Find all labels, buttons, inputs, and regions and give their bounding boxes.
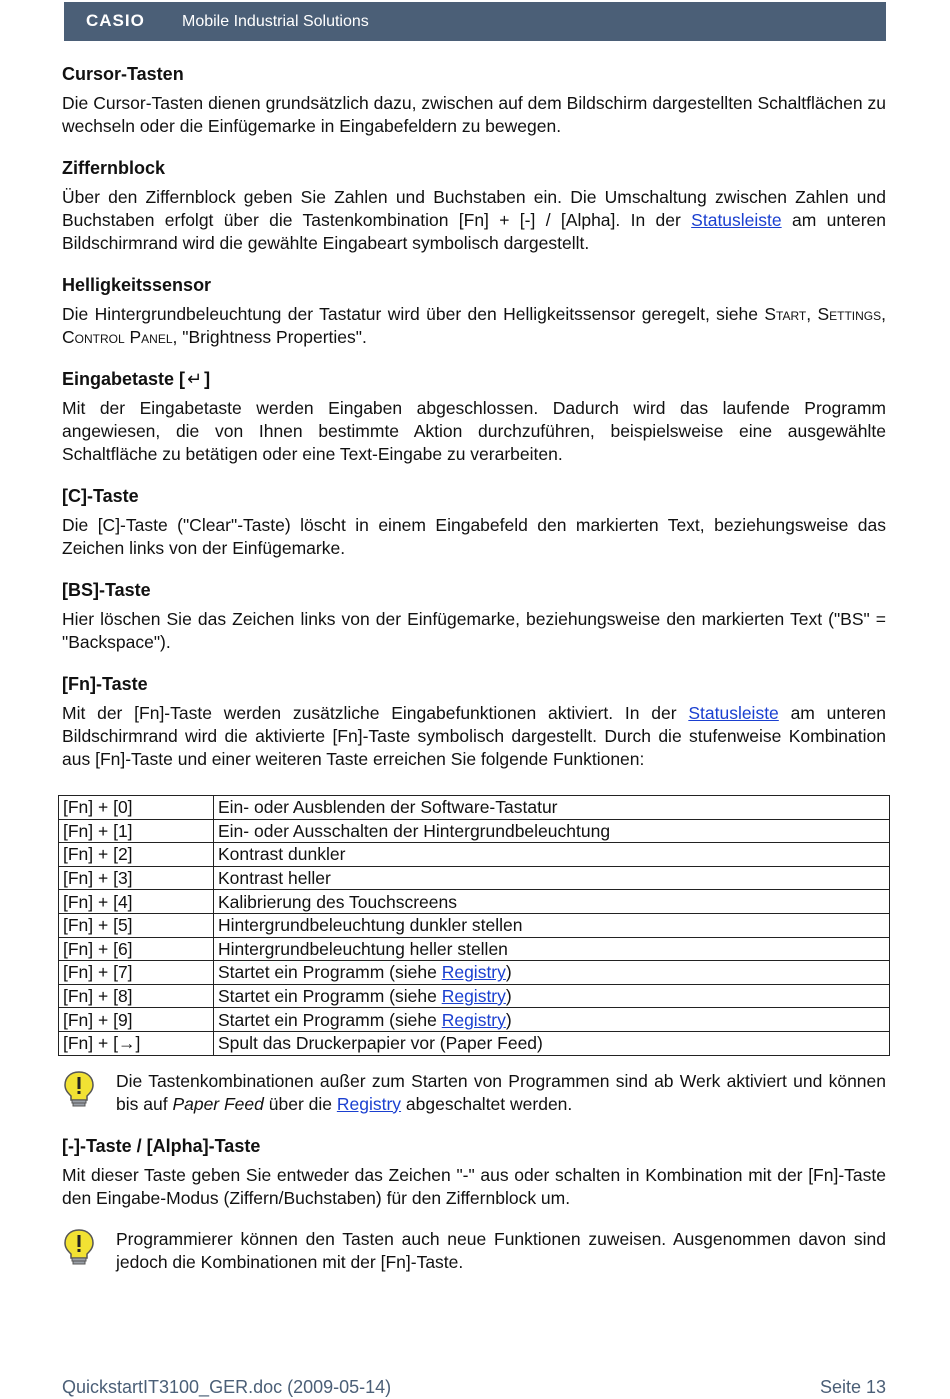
table-row bbox=[59, 984, 890, 1008]
section-title: [BS]-Taste bbox=[62, 580, 151, 600]
text-part: am unteren Bildschirmrand wird die gewählte Eingabeart symbolisch dargestellt. bbox=[62, 210, 886, 253]
header-subtitle: Mobile Industrial Solutions bbox=[182, 13, 369, 30]
text-part: abgeschaltet werden. bbox=[401, 1093, 573, 1114]
section-title: [C]-Taste bbox=[62, 486, 139, 506]
section-title: Helligkeitssensor bbox=[62, 275, 212, 295]
section-eingabetaste bbox=[62, 367, 886, 466]
text-part: ) bbox=[505, 986, 512, 1007]
section-ziffernblock bbox=[62, 156, 886, 255]
text-part: Startet ein Programm (siehe bbox=[218, 1009, 442, 1030]
text-part: Die Hintergrundbeleuchtung der Tastatur wird über den Helligkeitssensor geregelt, siehe bbox=[62, 304, 765, 324]
footer-filename: QuickstartIT3100_GER.doc (2009-05-14) bbox=[62, 1377, 392, 1397]
text-part: Startet ein Programm (siehe bbox=[218, 962, 442, 983]
registry-link[interactable]: Registry bbox=[441, 1009, 506, 1030]
text-part: Mit der [Fn]-Taste werden zusätzliche Eingabefunktionen aktiviert. In der bbox=[62, 703, 689, 723]
text-part: ) bbox=[505, 1009, 512, 1030]
key-combination: [Fn] + [5] bbox=[59, 913, 214, 937]
key-function: Hintergrundbeleuchtung heller stellen bbox=[214, 937, 890, 961]
table-row bbox=[59, 866, 890, 890]
statusleiste-link[interactable]: Statusleiste bbox=[691, 210, 782, 230]
section-text bbox=[62, 303, 886, 349]
table-row bbox=[59, 819, 890, 843]
table-row bbox=[59, 961, 890, 985]
title-part: Eingabetaste [ bbox=[62, 369, 186, 389]
key-function: Kalibrierung des Touchscreens bbox=[214, 890, 890, 914]
section-text: Mit dieser Taste geben Sie entweder das Zeichen "-" aus oder schalten in Kombination mit der [Fn]-Taste den Eingabe-Modus (Ziffern/Buchstaben) für den Ziffernblock um. bbox=[62, 1164, 886, 1208]
table-row bbox=[59, 1008, 890, 1032]
brand-logo: CASIO bbox=[86, 11, 145, 30]
section-title: [-]-Taste / [Alpha]-Taste bbox=[62, 1135, 261, 1156]
section-cursor bbox=[62, 62, 886, 138]
table-row bbox=[59, 913, 890, 937]
section-bs-taste bbox=[62, 578, 886, 654]
note-text: Programmierer können den Tasten auch neue Funktionen zuweisen. Ausgenommen davon sind jedoch die Kombinationen mit der [Fn]-Taste. bbox=[116, 1228, 886, 1272]
registry-link[interactable]: Registry bbox=[441, 962, 506, 983]
statusleiste-link[interactable]: Statusleiste bbox=[688, 703, 779, 723]
section-text: Die Cursor-Tasten dienen grundsätzlich dazu, zwischen auf dem Bildschirm dargestellten Schaltflächen zu wechseln oder die Einfügemarke in Eingabefeldern zu bewegen. bbox=[62, 93, 886, 136]
document-body bbox=[62, 62, 886, 1292]
key-function: Spult das Druckerpapier vor (Paper Feed) bbox=[214, 1031, 890, 1055]
fn-key-table bbox=[58, 795, 890, 1056]
section-alpha-taste bbox=[62, 1134, 886, 1210]
key-function: Ein- oder Ausschalten der Hintergrundbeleuchtung bbox=[214, 819, 890, 843]
key-combination: [Fn] + [9] bbox=[59, 1008, 214, 1032]
section-text bbox=[62, 702, 886, 771]
key-combination: [Fn] + [7] bbox=[59, 961, 214, 985]
note-box bbox=[62, 1070, 886, 1116]
text-part: Startet ein Programm (siehe bbox=[218, 986, 442, 1007]
note-box bbox=[62, 1228, 886, 1274]
key-function: Ein- oder Ausblenden der Software-Tastatur bbox=[214, 796, 890, 820]
section-text: Hier löschen Sie das Zeichen links von der Einfügemarke, beziehungsweise den markierten Text ("BS" = "Backspace"). bbox=[62, 609, 886, 652]
text-part: über die bbox=[263, 1093, 337, 1114]
italic-term: Paper Feed bbox=[172, 1093, 264, 1114]
section-text bbox=[62, 186, 886, 255]
key-function: Kontrast heller bbox=[214, 866, 890, 890]
key-combination: [Fn] + [6] bbox=[59, 937, 214, 961]
table-row bbox=[59, 843, 890, 867]
text-part: am unteren Bildschirmrand wird die aktivierte [Fn]-Taste symbolisch dargestellt. Durch die stufenweise Kombination aus [Fn]-Taste und einer weiteren Taste erreichen Sie folgende Funktionen: bbox=[62, 703, 886, 769]
key-function bbox=[214, 1008, 890, 1032]
section-text: Die [C]-Taste ("Clear"-Taste) löscht in einem Eingabefeld den markierten Text, beziehungsweise das Zeichen links von der Einfügemarke. bbox=[62, 515, 886, 558]
section-title bbox=[62, 367, 886, 391]
key-combination: [Fn] + [4] bbox=[59, 890, 214, 914]
table-row bbox=[59, 796, 890, 820]
lightbulb-icon bbox=[62, 1070, 96, 1108]
note-text bbox=[116, 1070, 886, 1116]
section-text: Mit der Eingabetaste werden Eingaben abgeschlossen. Dadurch wird das laufende Programm angewiesen, die von Ihnen bestimmte Aktion durchzuführen, beispielsweise eine ausgewählte Schaltfläche zu betätigen oder eine Text-Eingabe zu verarbeiten. bbox=[62, 398, 886, 464]
text-part: Die Tastenkombinationen außer zum Starten von Programmen sind ab Werk aktiviert und können bis auf bbox=[116, 1070, 886, 1114]
registry-link[interactable]: Registry bbox=[441, 986, 506, 1007]
key-combination: [Fn] + [0] bbox=[59, 796, 214, 820]
table-row bbox=[59, 937, 890, 961]
table-row bbox=[59, 890, 890, 914]
section-title: [Fn]-Taste bbox=[62, 674, 148, 694]
title-part: ] bbox=[204, 369, 211, 389]
key-combination: [Fn] + [1] bbox=[59, 819, 214, 843]
registry-link[interactable]: Registry bbox=[336, 1093, 402, 1114]
key-combination: [Fn] + [8] bbox=[59, 984, 214, 1008]
section-fn-taste bbox=[62, 672, 886, 771]
key-function bbox=[214, 961, 890, 985]
key-function: Kontrast dunkler bbox=[214, 843, 890, 867]
key-combination: [Fn] + [3] bbox=[59, 866, 214, 890]
section-helligkeitssensor bbox=[62, 273, 886, 349]
table-row bbox=[59, 1031, 890, 1055]
text-part: , "Brightness Properties". bbox=[172, 327, 367, 347]
menu-path: Start, Settings, Control Panel bbox=[62, 304, 887, 347]
section-title: Cursor-Tasten bbox=[62, 64, 184, 84]
text-part: ) bbox=[505, 962, 512, 983]
key-combination: [Fn] + [→] bbox=[59, 1031, 214, 1055]
key-function: Hintergrundbeleuchtung dunkler stellen bbox=[214, 913, 890, 937]
section-c-taste bbox=[62, 484, 886, 560]
section-title: Ziffernblock bbox=[62, 158, 166, 178]
enter-key-icon: ↵ bbox=[187, 369, 203, 389]
footer-page-number: Seite 13 bbox=[819, 1377, 886, 1397]
key-combination: [Fn] + [2] bbox=[59, 843, 214, 867]
lightbulb-icon bbox=[62, 1228, 96, 1266]
text-part: Über den Ziffernblock geben Sie Zahlen und Buchstaben ein. Die Umschaltung zwischen Zahlen und Buchstaben erfolgt über die Tastenkombination [Fn] + [-] / [Alpha]. In der bbox=[62, 187, 886, 230]
key-function bbox=[214, 984, 890, 1008]
